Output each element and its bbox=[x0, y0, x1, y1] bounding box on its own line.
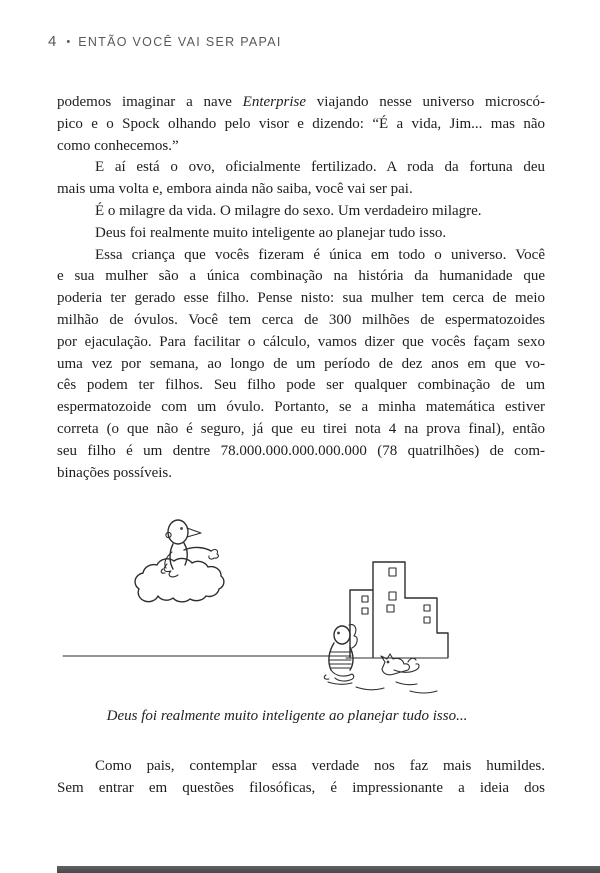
illustration-caption: Deus foi realmente muito inteligente ao planejar tudo isso... bbox=[106, 708, 468, 724]
body-line: cês podem ter filhos. Seu filho pode ser qualquer combinação de um bbox=[57, 377, 545, 394]
body-line: Deus foi realmente muito inteligente ao planejar tudo isso. bbox=[95, 224, 447, 241]
body-line: mais uma volta e, embora ainda não saiba, você vai ser pai. bbox=[57, 181, 413, 198]
ground-line bbox=[63, 656, 448, 658]
city-buildings bbox=[350, 562, 448, 657]
page-number: 4 bbox=[48, 33, 58, 50]
god-figure bbox=[161, 520, 218, 577]
body-line: uma vez por semana, ao longo de um período de dez anos em que vo- bbox=[57, 355, 545, 372]
book-title: ENTÃO VOCÊ VAI SER PAPAI bbox=[78, 35, 282, 49]
dog bbox=[381, 654, 419, 675]
illustration-god-cloud-man-dog bbox=[60, 512, 540, 707]
body-line bbox=[57, 92, 545, 114]
body-line: correta (o que não é seguro, já que eu tirei nota 4 na prova final), então bbox=[57, 420, 545, 437]
body-line: E aí está o ovo, oficialmente fertilizado. A roda da fortuna deu bbox=[95, 159, 545, 176]
body-line: pico e o Spock olhando pelo visor e dizendo: “É a vida, Jim... mas não bbox=[57, 115, 545, 132]
body-line-part: viajando nesse universo microscó- bbox=[306, 94, 545, 110]
italic-word-enterprise: Enterprise bbox=[242, 94, 306, 110]
body-line: binações possíveis. bbox=[57, 464, 172, 481]
body-line: por ejaculação. Para facilitar o cálculo, vamos dizer que vocês façam sexo bbox=[57, 333, 545, 350]
body-line: Essa criança que vocês fizeram é única em todo o universo. Você bbox=[95, 246, 545, 263]
bullet-separator-icon: • bbox=[66, 36, 71, 48]
body-line: Como pais, contemplar essa verdade nos faz mais humildes. bbox=[95, 758, 545, 774]
body-line: poderia ter gerado esse filho. Pense nisto: sua mulher tem cerca de meio bbox=[57, 290, 545, 307]
body-text-column bbox=[57, 92, 545, 484]
body-line: seu filho é um dentre 78.000.000.000.000.000 (78 quatrilhões) de com- bbox=[57, 442, 545, 459]
body-line: É o milagre da vida. O milagre do sexo. Um verdadeiro milagre. bbox=[95, 202, 482, 219]
ground-squiggles bbox=[328, 682, 437, 693]
sitting-man bbox=[324, 625, 357, 681]
next-page-edge-bar bbox=[57, 866, 600, 873]
running-head bbox=[48, 33, 282, 51]
body-text-column-2 bbox=[57, 756, 545, 800]
body-line: Sem entrar em questões filosóficas, é impressionante a ideia dos bbox=[57, 779, 545, 796]
body-line: como conhecemos.” bbox=[57, 137, 179, 154]
body-line: e sua mulher são a única combinação na história da humanidade que bbox=[57, 268, 545, 285]
body-line-part: podemos imaginar a nave bbox=[57, 94, 243, 110]
body-line: espermatozoide com um óvulo. Portanto, se a minha matemática estiver bbox=[57, 399, 545, 416]
body-line: milhão de óvulos. Você tem cerca de 300 milhões de espermatozoides bbox=[57, 311, 545, 328]
cloud bbox=[135, 558, 224, 601]
